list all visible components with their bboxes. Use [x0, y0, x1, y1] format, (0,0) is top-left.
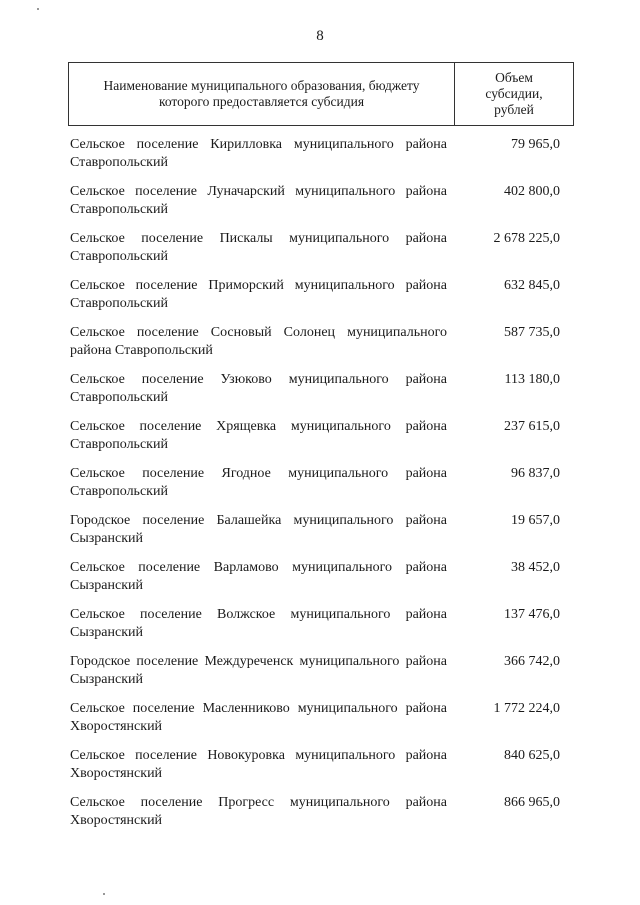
subsidy-amount: 840 625,0	[504, 748, 560, 763]
table-row	[70, 183, 560, 230]
table-header	[68, 62, 574, 126]
subsidy-amount: 1 772 224,0	[493, 701, 560, 716]
municipality-name: Сельское поселение Хрящевка муниципального района Ставропольский	[70, 419, 447, 452]
subsidy-amount: 2 678 225,0	[493, 231, 560, 246]
municipality-name: Сельское поселение Пискалы муниципального района Ставропольский	[70, 231, 447, 264]
table-row	[70, 277, 560, 324]
scan-speck	[37, 8, 39, 10]
table-row	[70, 371, 560, 418]
municipality-name: Сельское поселение Кирилловка муниципального района Ставропольский	[70, 137, 447, 170]
table-row	[70, 512, 560, 559]
table-row	[70, 418, 560, 465]
municipality-name: Сельское поселение Прогресс муниципального района Хворостянский	[70, 795, 447, 828]
header-name-column: Наименование муниципального образования, бюджету которого предоставляется субсидия	[69, 63, 455, 125]
subsidy-amount: 587 735,0	[504, 325, 560, 340]
table-row	[70, 230, 560, 277]
table-row	[70, 794, 560, 841]
table-row	[70, 653, 560, 700]
scan-speck	[103, 893, 105, 895]
municipality-name: Сельское поселение Приморский муниципального района Ставропольский	[70, 278, 447, 311]
table-row	[70, 559, 560, 606]
municipality-name: Сельское поселение Варламово муниципального района Сызранский	[70, 560, 447, 593]
subsidy-amount: 402 800,0	[504, 184, 560, 199]
municipality-name: Сельское поселение Волжское муниципального района Сызранский	[70, 607, 447, 640]
subsidy-amount: 237 615,0	[504, 419, 560, 434]
municipality-name: Сельское поселение Узюково муниципального района Ставропольский	[70, 372, 447, 405]
municipality-name: Городское поселение Междуреченск муниципального района Сызранский	[70, 654, 447, 687]
municipality-name: Сельское поселение Сосновый Солонец муниципального района Ставропольский	[70, 325, 447, 358]
subsidy-amount: 96 837,0	[511, 466, 560, 481]
municipality-name: Городское поселение Балашейка муниципального района Сызранский	[70, 513, 447, 546]
municipality-name: Сельское поселение Новокуровка муниципального района Хворостянский	[70, 748, 447, 781]
subsidy-amount: 19 657,0	[511, 513, 560, 528]
table-row	[70, 136, 560, 183]
header-amount-column: Объем субсидии, рублей	[485, 70, 543, 117]
subsidy-amount: 366 742,0	[504, 654, 560, 669]
subsidy-amount: 866 965,0	[504, 795, 560, 810]
municipality-name: Сельское поселение Масленниково муниципального района Хворостянский	[70, 701, 447, 734]
subsidy-amount: 632 845,0	[504, 278, 560, 293]
municipality-name: Сельское поселение Ягодное муниципального района Ставропольский	[70, 466, 447, 499]
table-row	[70, 747, 560, 794]
subsidy-table-body	[70, 136, 560, 841]
subsidy-amount: 113 180,0	[504, 372, 560, 387]
subsidy-amount: 38 452,0	[511, 560, 560, 575]
subsidy-amount: 137 476,0	[504, 607, 560, 622]
municipality-name: Сельское поселение Луначарский муниципального района Ставропольский	[70, 184, 447, 217]
subsidy-amount: 79 965,0	[511, 137, 560, 152]
page-number: 8	[316, 28, 324, 44]
table-row	[70, 700, 560, 747]
table-row	[70, 606, 560, 653]
table-row	[70, 465, 560, 512]
table-row	[70, 324, 560, 371]
